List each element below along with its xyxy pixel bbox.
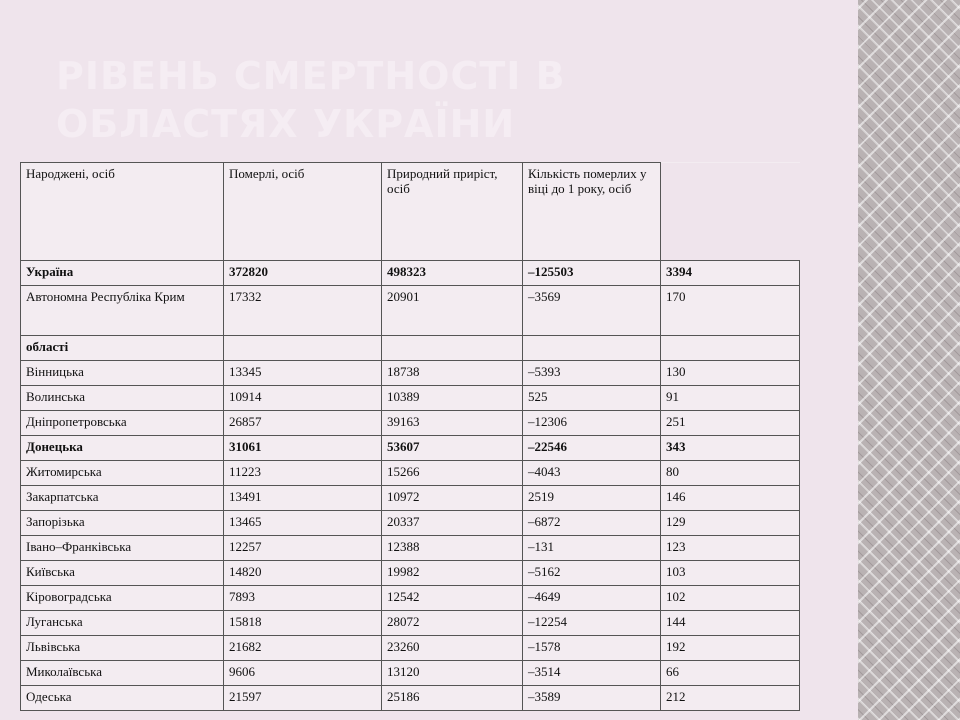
cell-born: 7893 [224,586,382,611]
table-header-row [21,163,800,261]
cell-died: 15266 [382,461,523,486]
cell-region: Київська [21,561,224,586]
cell-region: Дніпропетровська [21,411,224,436]
empty-cell [382,336,523,361]
cell-died: 10972 [382,486,523,511]
cell-region: Львівська [21,636,224,661]
table-row-crimea [21,286,800,336]
cell-growth: –12306 [523,411,661,436]
slide-title-line-1: РІВЕНЬ СМЕРТНОСТІ В [56,54,566,98]
cell-infant: 91 [661,386,800,411]
cell-growth: –3589 [523,686,661,711]
table-row [21,486,800,511]
cell-growth: –12254 [523,611,661,636]
cell-infant: 102 [661,586,800,611]
cell-born: 13491 [224,486,382,511]
cell-region: Запорізька [21,511,224,536]
cell-died: 19982 [382,561,523,586]
cell-born: 14820 [224,561,382,586]
cell-born: 13465 [224,511,382,536]
cell-growth: –5162 [523,561,661,586]
cell-born: 12257 [224,536,382,561]
table-row [21,411,800,436]
cell-growth: –4043 [523,461,661,486]
table-row [21,436,800,461]
cell-infant: 251 [661,411,800,436]
cell-region: Донецька [21,436,224,461]
header-born: Народжені, осіб [21,163,224,261]
cell-growth: 2519 [523,486,661,511]
header-died: Померлі, осіб [224,163,382,261]
cell-born: 17332 [224,286,382,336]
header-natural-growth: Природний приріст, осіб [382,163,523,261]
cell-growth: –4649 [523,586,661,611]
slide-title [56,52,566,148]
cell-died: 25186 [382,686,523,711]
cell-died: 20337 [382,511,523,536]
section-label: області [21,336,224,361]
cell-born: 11223 [224,461,382,486]
cell-infant: 192 [661,636,800,661]
cell-region: Закарпатська [21,486,224,511]
cell-died: 23260 [382,636,523,661]
cell-died: 53607 [382,436,523,461]
cell-infant: 343 [661,436,800,461]
cell-born: 9606 [224,661,382,686]
cell-born: 21682 [224,636,382,661]
table-row [21,661,800,686]
cell-died: 12542 [382,586,523,611]
cell-born: 13345 [224,361,382,386]
cell-born: 21597 [224,686,382,711]
empty-cell [661,336,800,361]
cell-died: 18738 [382,361,523,386]
cell-born: 10914 [224,386,382,411]
cell-infant: 80 [661,461,800,486]
cell-region: Вінницька [21,361,224,386]
table-row [21,586,800,611]
decorative-side-pattern [858,0,960,720]
cell-born: 372820 [224,261,382,286]
cell-infant: 123 [661,536,800,561]
cell-growth: –6872 [523,511,661,536]
table-row [21,386,800,411]
cell-infant: 129 [661,511,800,536]
cell-died: 10389 [382,386,523,411]
table-row [21,686,800,711]
cell-infant: 103 [661,561,800,586]
cell-region: Луганська [21,611,224,636]
slide-title-line-2: ОБЛАСТЯХ УКРАЇНИ [56,102,516,146]
cell-infant: 212 [661,686,800,711]
cell-died: 39163 [382,411,523,436]
mortality-table-body [21,163,800,711]
cell-region: Житомирська [21,461,224,486]
table-row [21,536,800,561]
cell-growth: –131 [523,536,661,561]
cell-infant: 170 [661,286,800,336]
table-row [21,461,800,486]
cell-born: 26857 [224,411,382,436]
cell-infant: 130 [661,361,800,386]
empty-cell [523,336,661,361]
table-row [21,361,800,386]
cell-growth: –3514 [523,661,661,686]
cell-born: 31061 [224,436,382,461]
cell-died: 20901 [382,286,523,336]
cell-died: 12388 [382,536,523,561]
cell-growth: –125503 [523,261,661,286]
cell-infant: 146 [661,486,800,511]
table-section-row-oblasts [21,336,800,361]
cell-died: 28072 [382,611,523,636]
table-row [21,511,800,536]
cell-growth: –3569 [523,286,661,336]
cell-growth: 525 [523,386,661,411]
header-infant-deaths: Кількість померлих у віці до 1 року, осіб [523,163,661,261]
cell-region: Кіровоградська [21,586,224,611]
cell-region: Україна [21,261,224,286]
cell-infant: 66 [661,661,800,686]
cell-region: Одеська [21,686,224,711]
cell-infant: 144 [661,611,800,636]
mortality-table [20,162,800,711]
cell-born: 15818 [224,611,382,636]
cell-region: Миколаївська [21,661,224,686]
table-row-ukraine [21,261,800,286]
cell-died: 498323 [382,261,523,286]
cell-region: Автономна Республіка Крим [21,286,224,336]
empty-cell [224,336,382,361]
cell-region: Івано–Франківська [21,536,224,561]
cell-infant: 3394 [661,261,800,286]
cell-growth: –22546 [523,436,661,461]
table-row [21,561,800,586]
table-row [21,611,800,636]
header-empty-cell [661,163,800,261]
cell-region: Волинська [21,386,224,411]
cell-growth: –1578 [523,636,661,661]
cell-growth: –5393 [523,361,661,386]
cell-died: 13120 [382,661,523,686]
table-row [21,636,800,661]
